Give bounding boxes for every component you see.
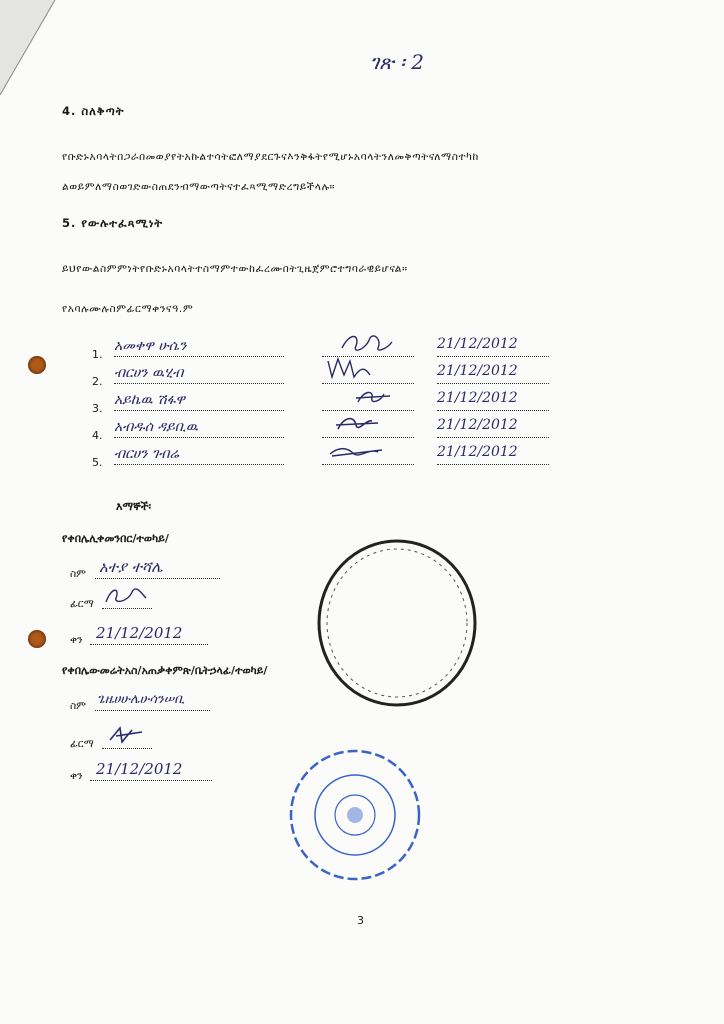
folded-corner: [0, 0, 120, 120]
member-signature: [322, 392, 414, 411]
receiver-2-date-label: ቀን: [70, 770, 83, 782]
receiver-1-signature: [102, 582, 152, 610]
receiver-2-title: የቀበሌውመሬትአስ/አጠቃቀምጽ/ቤትኃላፊ/ተወካይ/: [62, 664, 268, 677]
receiver-2-sign-line: [102, 732, 152, 749]
receiver-1-date-label: ቀን: [70, 634, 83, 646]
receiver-1-name-line: [95, 558, 220, 579]
member-number: 4.: [92, 429, 103, 442]
receiver-2-name-value: ጌዜሀሁሌሁሳንሠቢ: [97, 692, 185, 707]
member-signature: [322, 419, 414, 438]
member-date: 21/12/2012: [437, 417, 549, 438]
member-number: 2.: [92, 375, 103, 388]
member-row-5: [92, 444, 562, 472]
member-date: 21/12/2012: [437, 444, 549, 465]
section-5-text: ይህየውልስምምነትየቡድኑአባላትተስማምተውከፈረሙበትጊዜጀምሮተግባራዊይሆናል።: [62, 263, 408, 275]
member-name: አብዱሰ ዳይቢዉ: [114, 419, 284, 438]
member-name: ብርሀን ገብሬ: [114, 446, 284, 465]
receiver-1-date-line: [90, 624, 208, 645]
member-date: 21/12/2012: [437, 363, 549, 384]
receiver-2-signature: [102, 722, 152, 750]
member-date: 21/12/2012: [437, 336, 549, 357]
receiver-1-sign-line: [102, 592, 152, 609]
section-5-title: 5. የውሉተፈጻሚነት: [62, 216, 164, 230]
members-header: የአባሉሙሉስምፊርማቀንናዓ.ም: [62, 303, 194, 315]
page-note: ገጽ ፡ 2: [370, 50, 424, 74]
member-name: አይኬዉ ሽፋዋ: [114, 392, 284, 411]
member-date: 21/12/2012: [437, 390, 549, 411]
circular-stamp-blue: [285, 745, 425, 885]
section-4-title: 4. ስለቅጣት: [62, 104, 125, 118]
receiver-1-sign-label: ፊርማ: [70, 598, 94, 610]
page-number: 3: [357, 914, 364, 927]
receiver-2-name-line: [95, 694, 210, 711]
section-4-text-line-1: የቡድኑአባላትበጋራበመወያየትአኩልተሳትፎለማያደርጉናእንቅፋትየሚሆኑአባላትንለመቅጣትናለማስተካከ: [62, 151, 479, 163]
binder-hole-bottom: [28, 630, 46, 648]
receiver-2-date-line: [90, 760, 212, 781]
receiver-1-name-label: ስም: [70, 568, 86, 580]
member-name: ብርሀን ዉሂብ: [114, 365, 284, 384]
member-number: 1.: [92, 348, 103, 361]
receiver-1-date-value: 21/12/2012: [96, 624, 183, 642]
receiver-2-sign-label: ፊርማ: [70, 738, 94, 750]
member-signature: [322, 365, 414, 384]
member-number: 3.: [92, 402, 103, 415]
circular-stamp-black: [312, 535, 482, 710]
receiver-2-date-value: 21/12/2012: [96, 760, 183, 778]
member-name: አመቀዋ ሁሴን: [114, 338, 284, 357]
receiver-1-title: የቀበሌሊቀመንበር/ተወካይ/: [62, 532, 169, 545]
receiver-2-name-label: ስም: [70, 700, 86, 712]
binder-hole-top: [28, 356, 46, 374]
witnesses-label: እማኞች፡: [116, 500, 152, 513]
member-signature: [322, 446, 414, 465]
receiver-1-name-value: አተያ ተሻሌ: [99, 558, 163, 576]
member-number: 5.: [92, 456, 103, 469]
section-4-text-line-2: ልወይምለማስወገድውስጠደንብማውጣትናተፈጻሚማድረግይችላሉ።: [62, 181, 336, 193]
